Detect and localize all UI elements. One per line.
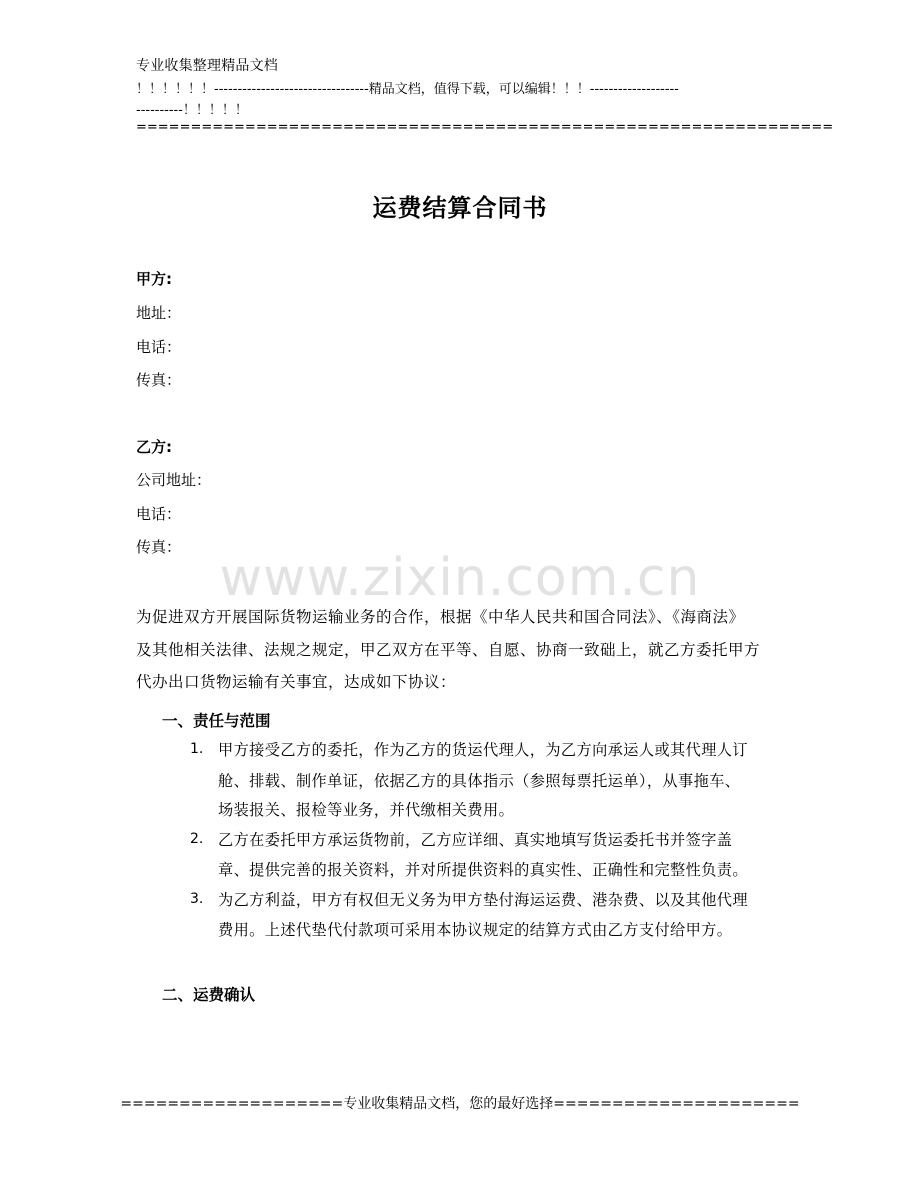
party-b-phone: 电话： — [136, 505, 182, 523]
party-a-phone: 电话： — [136, 338, 182, 356]
party-a-address: 地址： — [136, 304, 182, 322]
list-item-number: 1. — [190, 741, 204, 757]
list-item-line: 为乙方利益，甲方有权但无义务为甲方垫付海运运费、港杂费、以及其他代理 — [218, 891, 748, 909]
list-item-line: 舱、排载、制作单证，依据乙方的具体指示（参照每票托运单），从事拖车、 — [218, 772, 741, 790]
list-item-line: 乙方在委托甲方承运货物前，乙方应详细、真实地填写货运委托书并签字盖 — [218, 831, 733, 849]
section-heading: 二、运费确认 — [162, 986, 256, 1004]
party-b-label: 乙方: — [136, 438, 172, 456]
party-a-label: 甲方: — [136, 270, 172, 288]
list-item-number: 2. — [190, 831, 204, 847]
header-separator: ================================================================ — [136, 120, 834, 135]
header-text: 专业收集整理精品文档 — [136, 58, 278, 74]
party-b-address: 公司地址： — [136, 471, 212, 489]
list-item-line: 费用。上述代垫代付款项可采用本协议规定的结算方式由乙方支付给甲方。 — [218, 921, 733, 939]
list-item-number: 3. — [190, 891, 204, 907]
party-a-fax: 传真： — [136, 371, 182, 389]
intro-line: 代办出口货物运输有关事宜，达成如下协议： — [136, 673, 457, 691]
intro-line: 及其他相关法律、法规之规定，甲乙双方在平等、自愿、协商一致础上，就乙方委托甲方 — [136, 641, 761, 659]
list-item-line: 场装报关、报检等业务，并代缴相关费用。 — [218, 801, 515, 819]
list-item-line: 章、提供完善的报关资料，并对所提供资料的真实性、正确性和完整性负责。 — [218, 861, 748, 879]
header-download-notice-cont: ----------！！！！！ — [136, 103, 248, 118]
watermark-text: www.zixin.com.cn — [219, 548, 701, 608]
section-heading: 一、责任与范围 — [162, 712, 271, 730]
document-title: 运费结算合同书 — [372, 194, 548, 222]
header-download-notice: ！！！！！！---------------------------------精品文档，值得下载，可以编辑！！！------------------- — [136, 82, 679, 97]
party-b-fax: 传真： — [136, 538, 182, 556]
intro-line: 为促进双方开展国际货物运输业务的合作，根据《中华人民共和国合同法》、《海商法》 — [136, 608, 745, 626]
footer-text: ===================专业收集精品文档，您的最好选择===================== — [120, 1096, 800, 1112]
list-item-line: 甲方接受乙方的委托，作为乙方的货运代理人，为乙方向承运人或其代理人订 — [218, 741, 748, 759]
